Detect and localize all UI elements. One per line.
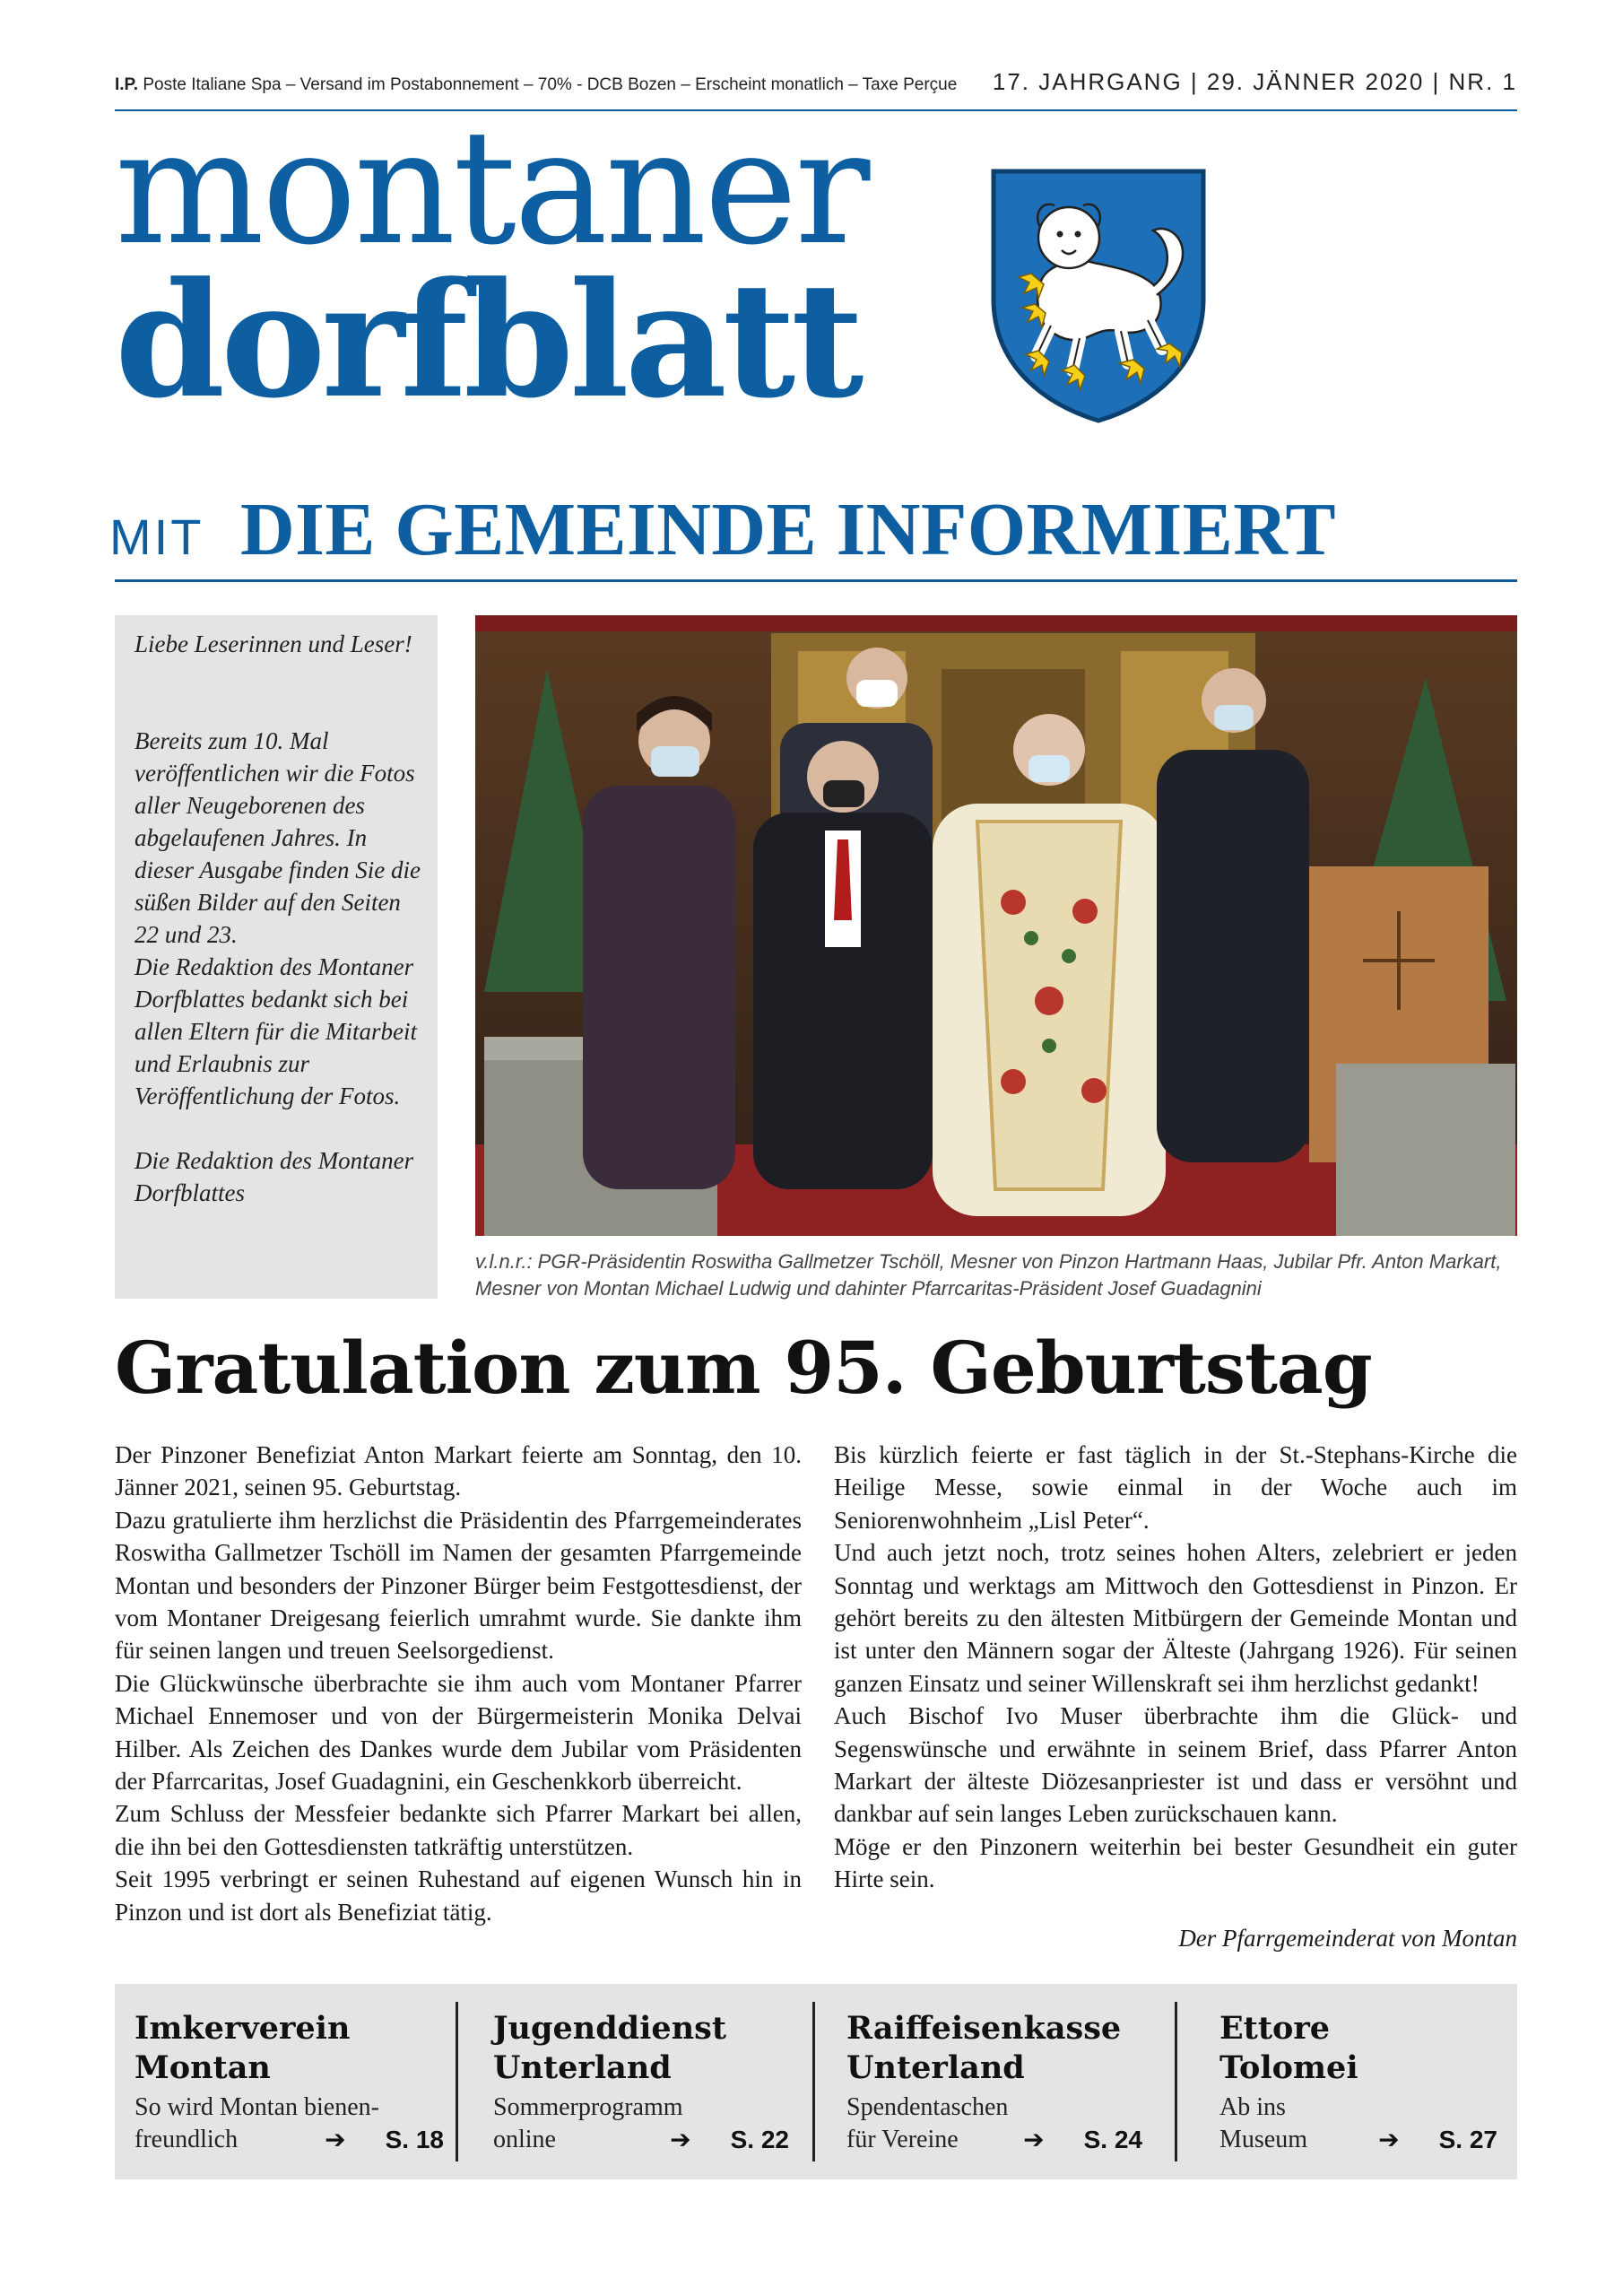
teaser-divider <box>1175 2002 1177 2161</box>
greeting-box <box>115 615 438 1299</box>
arrow-right-icon: ➔ <box>325 2125 346 2154</box>
teaser-title: Jugenddienst <box>493 2010 727 2047</box>
arrow-right-icon: ➔ <box>1023 2125 1045 2154</box>
teaser-page: S. 22 <box>730 2126 789 2153</box>
greeting-paragraph: Die Redaktion des Montaner Dorfblattes bedankt sich bei allen Eltern für die Mitarbeit und Erlaubnis zur Veröffentlichung der Fotos. <box>135 953 417 1109</box>
article-signature: Der Pfarrgemeinderat von Montan <box>1178 1925 1517 1952</box>
greeting-signature: Die Redaktion des Montaner Dorfblattes <box>135 1147 414 1206</box>
teaser-raiffeisenkasse[interactable] <box>846 2009 1142 2161</box>
article-paragraph: Seit 1995 verbringt er seinen Ruhestand auf eigenen Wunsch hin in Pinzon und ist dort als Benefiziat tätig. <box>115 1866 802 1926</box>
masthead-montaner: montaner <box>115 96 868 280</box>
teaser-subtitle-line: online <box>493 2126 556 2153</box>
teaser-page-ref <box>1023 2125 1142 2154</box>
teaser-divider <box>456 2002 458 2161</box>
subtitle-gemeinde-informiert: DIE GEMEINDE INFORMIERT <box>240 488 1336 571</box>
teaser-title: Imkerverein <box>135 2010 351 2047</box>
article-paragraph: Und auch jetzt noch, trotz seines hohen Alters, zelebriert er jeden Sonntag und werktags am Mittwoch den Gottesdienst in Pinzon. Er gehört bereits zu den ältesten Mitbürgern der Gemeinde Montan und ist unter den Männern sogar der Älteste (Jahrgang 1926). Für seinen ganzen Einsatz und seiner Willenskraft sei ihm herzlichst gedankt! <box>834 1539 1517 1697</box>
teaser-page-ref <box>1378 2125 1497 2154</box>
article-paragraph: Möge er den Pinzonern weiterhin bei bester Gesundheit ein guter Hirte sein. <box>834 1832 1517 1893</box>
article-paragraph: Auch Bischof Ivo Muser überbrachte ihm die Glück- und Segenswünsche und erwähnte in seinem Brief, dass Pfarrer Anton Markart der älteste Diözesanpriester ist und dass er versöhnt und dankbar auf sein langes Leben zurückschauen kann. <box>834 1702 1517 1828</box>
arrow-right-icon: ➔ <box>670 2125 691 2154</box>
teaser-ettore-tolomei[interactable] <box>1219 2009 1497 2161</box>
issue-info: 17. JAHRGANG | 29. JÄNNER 2020 | NR. 1 <box>992 68 1517 95</box>
teaser-jugenddienst[interactable] <box>493 2009 789 2161</box>
masthead-rule <box>115 579 1517 582</box>
teaser-subtitle-line: Ab ins <box>1219 2093 1286 2121</box>
teaser-page: S. 27 <box>1438 2126 1497 2153</box>
article-paragraph: Der Pinzoner Benefiziat Anton Markart feierte am Sonntag, den 10. Jänner 2021, seinen 95. Geburtstag. <box>115 1441 802 1501</box>
arrow-right-icon: ➔ <box>1378 2125 1400 2154</box>
teaser-subtitle-line: Sommerprogramm <box>493 2093 683 2121</box>
church-group-photo <box>475 615 1517 1236</box>
teaser-page: S. 24 <box>1083 2126 1142 2153</box>
greeting-paragraph: Bereits zum 10. Mal veröffentlichen wir die Fotos aller Neugeborenen des abgelaufenen Jahres. In dieser Ausgabe finden Sie die süßen Bilder auf den Seiten 22 und 23. <box>135 727 421 948</box>
greeting-salutation: Liebe Leserinnen und Leser! <box>135 631 412 657</box>
article-paragraph: Zum Schluss der Messfeier bedankte sich Pfarrer Markart bei allen, die ihn bei den Gottesdiensten tatkräftig unterstützen. <box>115 1800 802 1860</box>
article-column-1 <box>115 1439 802 1928</box>
teaser-title: Unterland <box>846 2049 1025 2086</box>
teaser-title: Montan <box>135 2049 271 2086</box>
article-column-2 <box>834 1439 1517 1896</box>
teaser-page-ref <box>670 2125 789 2154</box>
teaser-imkerverein[interactable] <box>135 2009 444 2161</box>
teaser-title: Tolomei <box>1219 2049 1358 2086</box>
postal-info <box>115 75 957 95</box>
teaser-title: Unterland <box>493 2049 672 2086</box>
teaser-subtitle-line: für Vereine <box>846 2126 959 2153</box>
article-headline: Gratulation zum 95. Geburtstag <box>115 1326 1372 1410</box>
teaser-subtitle-line: So wird Montan bienen- <box>135 2093 379 2121</box>
teaser-subtitle-line: Spendentaschen <box>846 2093 1009 2121</box>
teaser-page-ref <box>325 2125 444 2154</box>
teaser-divider <box>812 2002 815 2161</box>
photo-caption: v.l.n.r.: PGR-Präsidentin Roswitha Gallmetzer Tschöll, Mesner von Pinzon Hartmann Haas, Jubilar Pfr. Anton Markart, Mesner von Montan Michael Ludwig und dahinter Pfarrcaritas-Präsident Josef Guadagnini <box>475 1250 1502 1300</box>
teaser-subtitle-line: Museum <box>1219 2126 1307 2153</box>
teaser-title: Ettore <box>1219 2010 1331 2047</box>
postal-info-text: Poste Italiane Spa – Versand im Postabonnement – 70% - DCB Bozen – Erscheint monatlich – Taxe Perçue <box>143 75 958 94</box>
coat-of-arms-icon <box>986 164 1211 424</box>
mit-label: MIT <box>109 509 204 565</box>
teaser-title: Raiffeisenkasse <box>846 2010 1122 2047</box>
article-paragraph: Die Glückwünsche überbrachte sie ihm auch vom Montaner Pfarrer Michael Ennemoser und von der Bürgermeisterin Monika Delvai Hilber. Als Zeichen des Dankes wurde dem Jubilar vom Präsidenten der Pfarrcaritas, Josef Guadagnini, ein Geschenkkorb überreicht. <box>115 1669 802 1796</box>
article-paragraph: Bis kürzlich feierte er fast täglich in der St.-Stephans-Kirche die Heilige Messe, sowie einmal in der Woche auch im Seniorenwohnheim „Lisl Peter“. <box>834 1441 1517 1534</box>
masthead-dorfblatt: dorfblatt <box>115 248 860 433</box>
teaser-bar <box>115 1984 1517 2179</box>
article-paragraph: Dazu gratulierte ihm herzlichst die Präsidentin des Pfarrgemeinderates Roswitha Gallmetzer Tschöll im Namen der gesamten Pfarrgemeinde Montan und besonders der Pinzoner Bürger beim Festgottesdienst, der vom Montaner Dreigesang feierlich umrahmt wurde. Sie dankte ihm für seinen langen und treuen Seelsorgedienst. <box>115 1506 802 1665</box>
teaser-page: S. 18 <box>385 2126 444 2153</box>
teaser-subtitle-line: freundlich <box>135 2126 239 2153</box>
postal-info-prefix: I.P. <box>115 75 139 94</box>
